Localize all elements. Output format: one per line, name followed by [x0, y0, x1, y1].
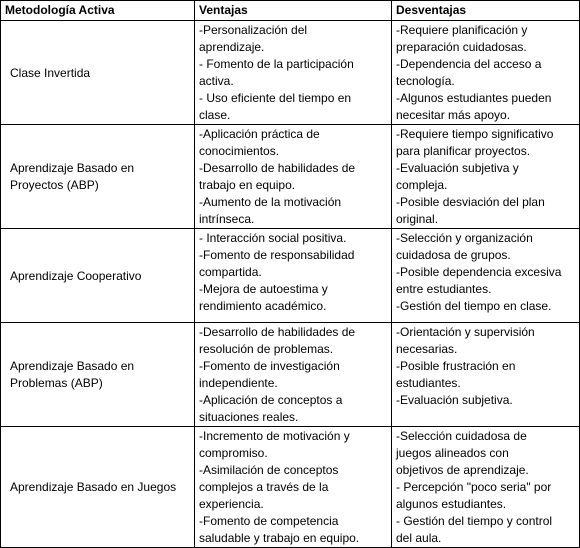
cell-text-line: -Evaluación subjetiva y — [396, 161, 519, 175]
cell-text-line: -Requiere tiempo significativo — [396, 127, 554, 141]
cell-text-line: trabajo en equipo. — [199, 178, 296, 192]
cell-text-line: -Dependencia del acceso a — [396, 57, 542, 71]
cell-text-line: -Desarrollo de habilidades de — [199, 325, 356, 339]
cell-text-line: - Uso eficiente del tiempo en — [199, 91, 352, 105]
cell-text-line: -Gestión del tiempo en clase. — [396, 299, 552, 313]
cell-text-line: -Aplicación práctica de — [199, 127, 320, 141]
cell-text-line: cuidadosa de grupos. — [396, 248, 511, 262]
cell-text-line: - Fomento de la participación — [199, 57, 354, 71]
methodology-cell: Aprendizaje Cooperativo — [1, 229, 195, 323]
advantages-cell — [195, 125, 392, 229]
disadvantages-cell — [392, 427, 580, 548]
cell-text-line: -Asimilación de conceptos — [199, 463, 339, 477]
cell-text-line: necesarias. — [396, 342, 458, 356]
cell-text-line: -Posible desviación del plan — [396, 195, 545, 209]
cell-text-line: -Requiere planificación y — [396, 23, 528, 37]
table-row — [1, 323, 580, 427]
cell-text-line: resolución de problemas. — [199, 342, 334, 356]
cell-text-line: complejos a través de la — [199, 480, 329, 494]
methodology-cell: Aprendizaje Basado en Proyectos (ABP) — [1, 125, 195, 229]
table-row — [1, 21, 580, 125]
cell-text-line: -Fomento de responsabilidad — [199, 248, 355, 262]
cell-text-line: objetivos de aprendizaje. — [396, 463, 529, 477]
table-row — [1, 229, 580, 323]
cell-text-line: juegos alineados con — [396, 446, 509, 460]
cell-text-line: para planificar proyectos. — [396, 144, 531, 158]
cell-text-line: -Incremento de motivación y — [199, 429, 350, 443]
header-methodology: Metodología Activa — [1, 1, 195, 21]
cell-text-line: independiente. — [199, 376, 278, 390]
disadvantages-cell — [392, 229, 580, 323]
cell-text-line: -Aumento de la motivación — [199, 195, 342, 209]
header-disadvantages: Desventajas — [392, 1, 580, 21]
advantages-cell — [195, 427, 392, 548]
cell-text-line: -Algunos estudiantes pueden — [396, 91, 552, 105]
cell-text-line: -Mejora de autoestima y — [199, 282, 328, 296]
cell-text-line: original. — [396, 212, 439, 226]
table-row — [1, 427, 580, 548]
cell-text-line: experiencia. — [199, 497, 264, 511]
cell-text-line: tecnología. — [396, 74, 455, 88]
methodology-cell: Clase Invertida — [1, 21, 195, 125]
cell-text-line: clase. — [199, 108, 231, 122]
header-advantages: Ventajas — [195, 1, 392, 21]
cell-text-line: -Evaluación subjetiva. — [396, 393, 513, 407]
advantages-cell — [195, 229, 392, 323]
cell-text-line: activa. — [199, 74, 234, 88]
cell-text-line: aprendizaje. — [199, 40, 265, 54]
disadvantages-cell — [392, 125, 580, 229]
cell-text-line: algunos estudiantes. — [396, 497, 507, 511]
cell-text-line: necesitar más apoyo. — [396, 108, 511, 122]
methodology-cell: Aprendizaje Basado en Problemas (ABP) — [1, 323, 195, 427]
cell-text-line: -Fomento de investigación — [199, 359, 340, 373]
cell-text-line: - Interacción social positiva. — [199, 231, 347, 245]
cell-text-line: compromiso. — [199, 446, 268, 460]
disadvantages-cell — [392, 21, 580, 125]
cell-text-line: -Selección y organización — [396, 231, 533, 245]
cell-text-line: compartida. — [199, 265, 262, 279]
cell-text-line: intrínseca. — [199, 212, 255, 226]
cell-text-line: entre estudiantes. — [396, 282, 492, 296]
cell-text-line: situaciones reales. — [199, 410, 299, 424]
cell-text-line: -Selección cuidadosa de — [396, 429, 527, 443]
cell-text-line: conocimientos. — [199, 144, 280, 158]
advantages-cell — [195, 323, 392, 427]
cell-text-line: -Personalización del — [199, 23, 308, 37]
cell-text-line: -Fomento de competencia — [199, 514, 339, 528]
disadvantages-cell — [392, 323, 580, 427]
cell-text-line: -Posible frustración en — [396, 359, 516, 373]
cell-text-line: del aula. — [396, 531, 442, 545]
cell-text-line: compleja. — [396, 178, 448, 192]
cell-text-line: - Gestión del tiempo y control — [396, 514, 553, 528]
cell-text-line: -Aplicación de conceptos a — [199, 393, 343, 407]
cell-text-line: rendimiento académico. — [199, 299, 327, 313]
cell-text-line: -Posible dependencia excesiva — [396, 265, 562, 279]
methodology-cell: Aprendizaje Basado en Juegos — [1, 427, 195, 548]
cell-text-line: - Percepción "poco seria" por — [396, 480, 552, 494]
header-row — [1, 1, 580, 21]
table-row — [1, 125, 580, 229]
cell-text-line: -Desarrollo de habilidades de — [199, 161, 356, 175]
cell-text-line: -Orientación y supervisión — [396, 325, 535, 339]
cell-text-line: preparación cuidadosas. — [396, 40, 527, 54]
advantages-cell — [195, 21, 392, 125]
cell-text-line: estudiantes. — [396, 376, 461, 390]
cell-text-line: saludable y trabajo en equipo. — [199, 531, 360, 545]
